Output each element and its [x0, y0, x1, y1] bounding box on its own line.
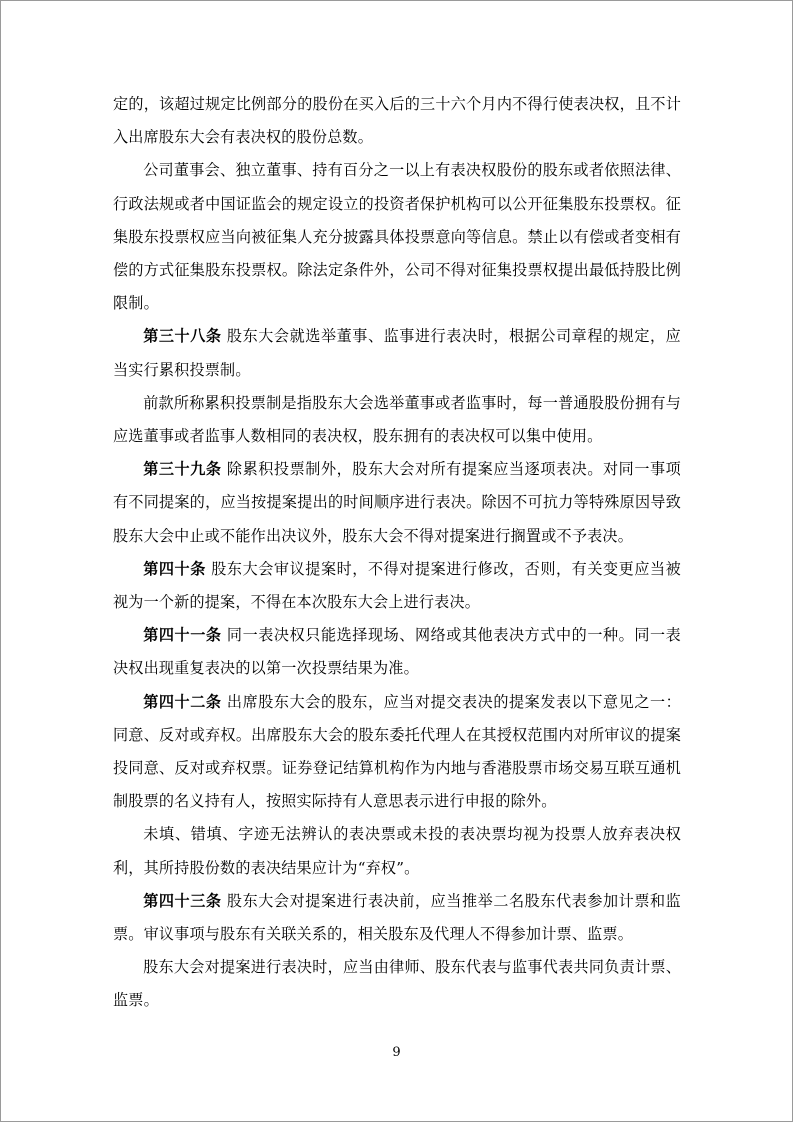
paragraph-text: 股东大会对提案进行表决时，应当由律师、股东代表与监事代表共同负责计票、监票。: [113, 958, 681, 1010]
article-heading: 第四十条: [143, 559, 206, 578]
paragraph-text: 定的，该超过规定比例部分的股份在买入后的三十六个月内不得行使表决权，且不计入出席股东大会有表决权的股份总数。: [113, 95, 681, 147]
paragraph: [113, 686, 681, 819]
paragraph-text: 出席股东大会的股东，应当对提交表决的提案发表以下意见之一：同意、反对或弃权。出席股东大会的股东委托代理人在其授权范围内对所审议的提案投同意、反对或弃权票。证券登记结算机构作为内地与香港股票市场交易互联互通机制股票的名义持有人，按照实际持有人意思表示进行申报的除外。: [113, 692, 681, 811]
paragraph-text: 股东大会审议提案时，不得对提案进行修改，否则，有关变更应当被视为一个新的提案，不得在本次股东大会上进行表决。: [113, 559, 681, 612]
paragraph-text: 除累积投票制外，股东大会对所有提案应当逐项表决。对同一事项有不同提案的，应当按提案提出的时间顺序进行表决。除因不可抗力等特殊原因导致股东大会中止或不能作出决议外，股东大会不得对提案进行搁置或不予表决。: [113, 460, 681, 545]
paragraph: [113, 885, 681, 951]
article-heading: 第四十三条: [143, 891, 222, 910]
paragraph: [113, 453, 681, 553]
article-heading: 第三十八条: [143, 327, 222, 346]
document-body: [113, 88, 681, 1018]
paragraph: [113, 553, 681, 619]
paragraph-text: 同一表决权只能选择现场、网络或其他表决方式中的一种。同一表决权出现重复表决的以第一次投票结果为准。: [113, 626, 681, 678]
paragraph-text: 前款所称累积投票制是指股东大会选举董事或者监事时，每一普通股股份拥有与应选董事或者监事人数相同的表决权，股东拥有的表决权可以集中使用。: [113, 393, 681, 446]
paragraph-text: 股东大会对提案进行表决前，应当推举二名股东代表参加计票和监票。审议事项与股东有关联关系的，相关股东及代理人不得参加计票、监票。: [113, 891, 681, 944]
article-heading: 第四十一条: [143, 626, 222, 645]
page-number: 9: [392, 1045, 401, 1060]
paragraph: [113, 818, 681, 884]
article-heading: 第三十九条: [143, 460, 222, 479]
paragraph: [113, 951, 681, 1017]
paragraph: [113, 619, 681, 685]
paragraph: [113, 320, 681, 386]
paragraph: [113, 88, 681, 154]
paragraph-text: 股东大会就选举董事、监事进行表决时，根据公司章程的规定，应当实行累积投票制。: [113, 327, 681, 379]
paragraph-text: 公司董事会、独立董事、持有百分之一以上有表决权股份的股东或者依照法律、行政法规或者中国证监会的规定设立的投资者保护机构可以公开征集股东投票权。征集股东投票权应当向被征集人充分披露具体投票意向等信息。禁止以有偿或者变相有偿的方式征集股东投票权。除法定条件外，公司不得对征集投票权提出最低持股比例限制。: [113, 161, 681, 313]
paragraph-text: 未填、错填、字迹无法辨认的表决票或未投的表决票均视为投票人放弃表决权利，其所持股份数的表决结果应计为“弃权”。: [113, 825, 681, 877]
paragraph: [113, 387, 681, 453]
article-heading: 第四十二条: [143, 692, 222, 711]
paragraph: [113, 154, 681, 320]
